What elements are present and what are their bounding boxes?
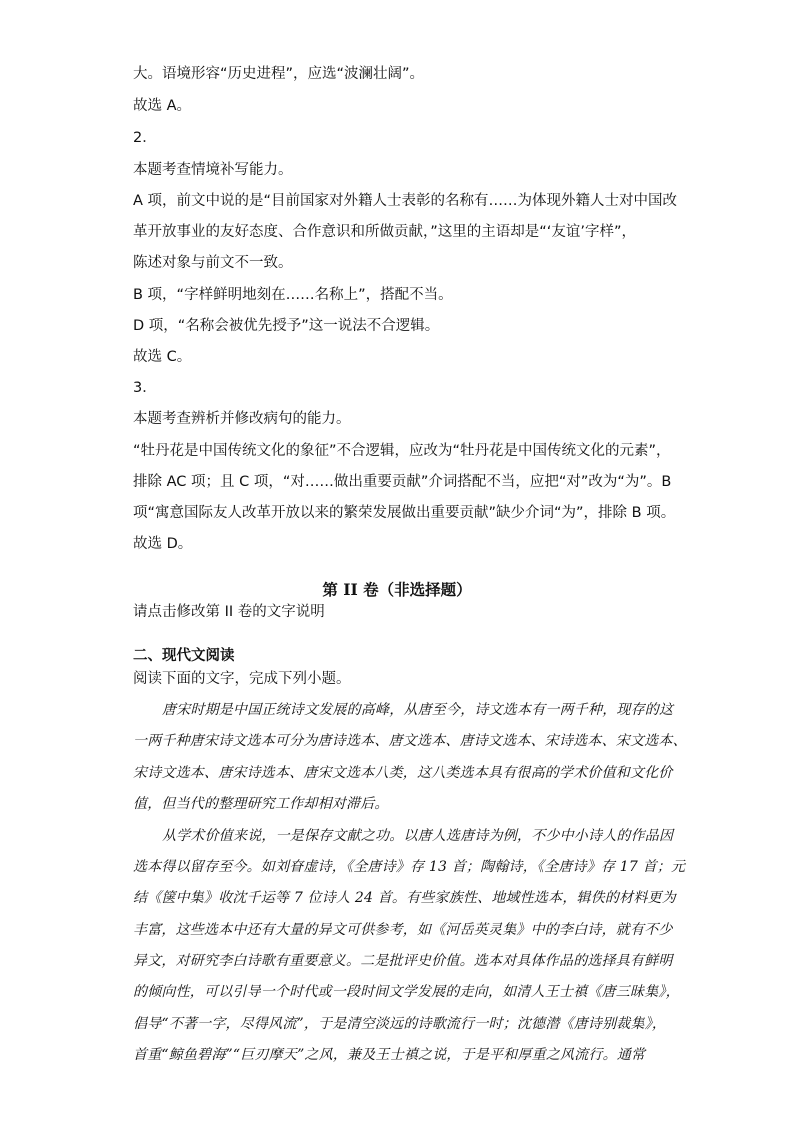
passage-line-7: 结《箧中集》收沈千运等 7 位诗人 24 首。有些家族性、地域性选本，辑佚的材料更为 [133, 890, 676, 906]
answer-line-8: B 项，“字样鲜明地刻在……名称上”，搭配不当。 [133, 287, 453, 303]
answer-line-15: 项“寓意国际友人改革开放以来的繁荣发展做出重要贡献”缺少介词“为”，排除 B 项。 [133, 505, 676, 521]
passage-line-8: 丰富，这些选本中还有大量的异文可供参考，如《河岳英灵集》中的李白诗，就有不少 [133, 922, 673, 938]
passage-line-5: 从学术价值来说，一是保存文献之功。以唐人选唐诗为例，不少中小诗人的作品因 [162, 828, 674, 844]
answer-line-2: 故选 A。 [133, 98, 192, 114]
passage-line-3: 宋诗文选本、唐宋诗选本、唐宋文选本八类，这八类选本具有很高的学术价值和文化价 [133, 765, 673, 781]
answer-line-3: 2． [133, 130, 157, 146]
answer-line-12: 本题考查辨析并修改病句的能力。 [133, 411, 351, 427]
answer-line-13: “牡丹花是中国传统文化的象征”不合逻辑，应改为“牡丹花是中国传统文化的元素”， [133, 443, 671, 459]
passage-line-6: 选本得以留存至今。如刘眘虚诗，《全唐诗》存 13 首；陶翰诗，《全唐诗》存 17 首；元 [133, 859, 686, 875]
answer-line-9: D 项，“名称会被优先授予”这一说法不合逻辑。 [133, 318, 440, 334]
passage-line-12: 首重“鲸鱼碧海”“巨刃摩天”之风，兼及王士禛之说，于是平和厚重之风流行。通常 [133, 1047, 646, 1063]
answer-line-16: 故选 D。 [133, 536, 193, 552]
passage-line-11: 倡导“不著一字，尽得风流”，于是清空淡远的诗歌流行一时；沈德潜《唐诗别裁集》， [133, 1016, 667, 1032]
section-instruction: 阅读下面的文字，完成下列小题。 [133, 671, 351, 687]
answer-line-5: A 项，前文中说的是“目前国家对外籍人士表彰的名称有……为体现外籍人士对中国改 [133, 193, 678, 209]
answer-line-4: 本题考查情境补写能力。 [133, 162, 293, 178]
answer-line-11: 3． [133, 380, 157, 396]
answer-line-6: 革开放事业的友好态度、合作意识和所做贡献，”这里的主语却是“‘友谊’字样”， [133, 224, 637, 240]
answer-line-14: 排除 AC 项；且 C 项，“对……做出重要贡献”介词搭配不当，应把“对”改为“为”。B [133, 474, 672, 490]
passage-line-1: 唐宋时期是中国正统诗文发展的高峰，从唐至今，诗文选本有一两千种，现存的这 [162, 702, 674, 718]
section-title: 二、现代文阅读 [133, 648, 235, 664]
answer-line-1: 大。语境形容“历史进程”，应选“波澜壮阔”。 [133, 66, 425, 82]
answer-line-7: 陈述对象与前文不一致。 [133, 255, 293, 271]
part2-title: 第 II 卷（非选择题） [322, 580, 472, 599]
answer-line-10: 故选 C。 [133, 349, 192, 365]
passage-line-2: 一两千种唐宋诗文选本可分为唐诗选本、唐文选本、唐诗文选本、宋诗选本、宋文选本、 [133, 733, 687, 749]
passage-line-10: 的倾向性，可以引导一个时代或一段时间文学发展的走向，如清人王士禛《唐三昧集》， [133, 984, 680, 1000]
passage-line-4: 值，但当代的整理研究工作却相对滞后。 [133, 796, 389, 812]
part2-note[interactable]: 请点击修改第 II 卷的文字说明 [133, 604, 325, 620]
passage-line-9: 异文，对研究李白诗歌有重要意义。二是批评史价值。选本对具体作品的选择具有鲜明 [133, 953, 673, 969]
